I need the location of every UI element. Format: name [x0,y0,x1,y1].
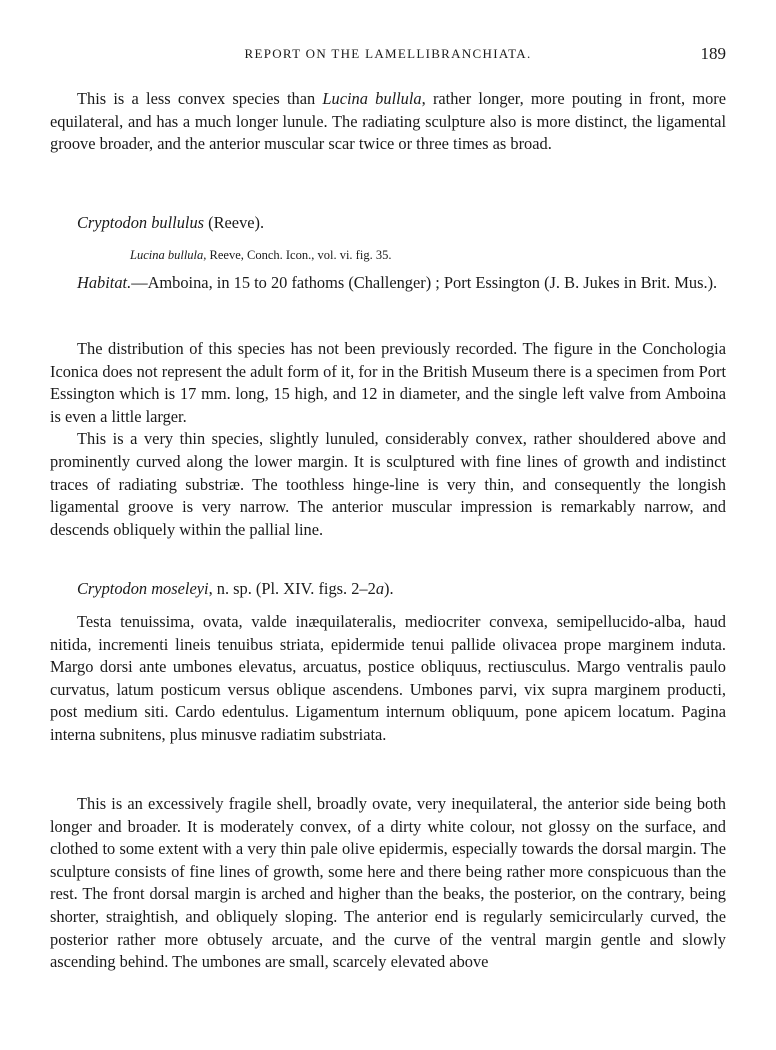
citation [130,246,391,264]
citation-species: Lucina bullula [130,248,204,262]
species-reference: Lucina bullula [322,89,422,108]
latin-description [50,611,726,747]
habitat-text: —Amboina, in 15 to 20 fathoms (Challenger) ; Port Essington (J. B. Jukes in Brit. Mus.). [131,273,718,292]
page-header [50,46,726,68]
species-note-close: ). [384,579,394,598]
figure-letter: a [375,579,385,598]
species-name: Cryptodon bullulus [77,213,205,232]
species-name: Cryptodon moseleyi [77,579,209,598]
habitat-label: Habitat. [77,273,132,292]
latin-paragraph: Testa tenuissima, ovata, valde inæquilateralis, mediocriter convexa, semipellucido-alba, haud nitida, incrementi lineis tenuibus striata, epidermide tenui pallide olivacea prope marginem induta. Margo dorsi ante umbones elevatus, arcuatus, postice obliquus, rectiusculus. Margo ventralis paulo curvatus, latum posticum versus oblique ascendens. Umbones parvi, vix supra marginem producti, post medium siti. Cardo edentulus. Ligamentum internum obliquum, pone apicem locatum. Pagina interna subnitens, plus minusve radiatim substriata. [50,612,726,744]
distribution-paragraph: The distribution of this species has not been previously recorded. The figure in the Conchologia Iconica does not represent the adult form of it, for in the British Museum there is a specimen from Port Essington which is 17 mm. long, 15 high, and 12 in diameter, and the single left valve from Amboina is even a little larger. [50,339,726,426]
page-number: 189 [700,44,726,63]
habitat-paragraph [50,272,726,295]
running-head: REPORT ON THE LAMELLIBRANCHIATA. [244,46,532,61]
english-paragraph: This is an excessively fragile shell, broadly ovate, very inequilateral, the anterior side being both longer and broader. It is moderately convex, of a dirty white colour, not glossy on the surface, and clothed to some extent with a very thin pale olive epidermis, especially towards the dorsal margin. The sculpture consists of fine lines of growth, some here and there being rather more conspicuous than the rest. The front dorsal margin is arched and higher than the beaks, the posterior, on the contrary, being shorter, straightish, and obliquely sloping. The anterior end is regularly semicircularly curved, the posterior rather more obtusely arcuate, and the curve of the ventral margin gentle and slowly ascending behind. The umbones are small, scarcely elevated above [50,794,726,972]
english-description [50,793,726,974]
species-author: (Reeve). [204,213,265,232]
species-heading [77,212,264,234]
comparison-paragraph [50,88,726,156]
text-run: , rather longer, more pouting in front, more equilateral, and has a much longer lunule. The radiating sculpture also is more distinct, the ligamental groove broader, and the anterior muscular scar twice or three times as broad. [50,89,726,154]
text-run: This is a less convex species than [77,89,323,108]
distribution-section [50,338,726,541]
citation-text: , Reeve, Conch. Icon., vol. vi. fig. 35. [203,248,392,262]
species-heading-new [77,578,394,600]
species-note: , n. sp. (Pl. XIV. figs. 2–2 [208,579,376,598]
description-paragraph: This is a very thin species, slightly lunuled, considerably convex, rather shouldered above and prominently curved along the lower margin. It is sculptured with fine lines of growth and indistinct traces of radiating substriæ. The toothless hinge-line is very thin, and consequently the longish ligamental groove is very narrow. The anterior muscular impression is remarkably narrow, and descends obliquely within the pallial line. [50,429,726,539]
